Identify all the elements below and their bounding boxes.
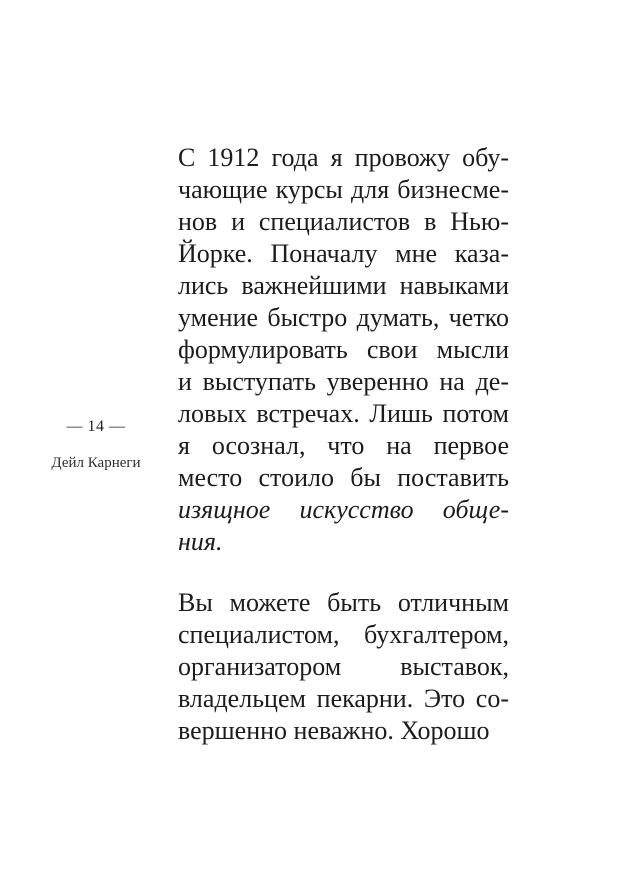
paragraph bbox=[178, 142, 509, 558]
text-line: вершенно неважно. Хорошо bbox=[178, 716, 490, 745]
text-line: умение быстро думать, четко bbox=[178, 303, 509, 332]
text-line: ловых встречах. Лишь потом bbox=[178, 399, 509, 428]
text-line: специалистом, бухгалтером, bbox=[178, 620, 509, 649]
text-line: изящное искусство обще- bbox=[178, 495, 509, 524]
page-number: — 14 — bbox=[66, 418, 126, 435]
text-line: лись важнейшими навыками bbox=[178, 271, 509, 300]
text-line: владельцем пекарни. Это со- bbox=[178, 684, 509, 713]
text-line: С 1912 года я провожу обу- bbox=[178, 143, 509, 172]
text-line: я осознал, что на первое bbox=[178, 431, 509, 460]
text-line: Вы можете быть отличным bbox=[178, 588, 509, 617]
text-line: организатором выставок, bbox=[178, 652, 509, 681]
margin-block bbox=[20, 417, 172, 472]
text-column bbox=[178, 142, 509, 747]
text-line: ния. bbox=[178, 527, 223, 556]
text-line: формулировать свои мысли bbox=[178, 335, 509, 364]
text-line: чающие курсы для бизнесме- bbox=[178, 175, 509, 204]
margin-author: Дейл Карнеги bbox=[51, 455, 141, 471]
text-line: место стоило бы поставить bbox=[178, 463, 509, 492]
text-line: нов и специалистов в Нью- bbox=[178, 207, 509, 236]
text-line: Йорке. Поначалу мне каза- bbox=[178, 239, 509, 268]
text-line: и выступать уверенно на де- bbox=[178, 367, 509, 396]
paragraph bbox=[178, 587, 509, 747]
